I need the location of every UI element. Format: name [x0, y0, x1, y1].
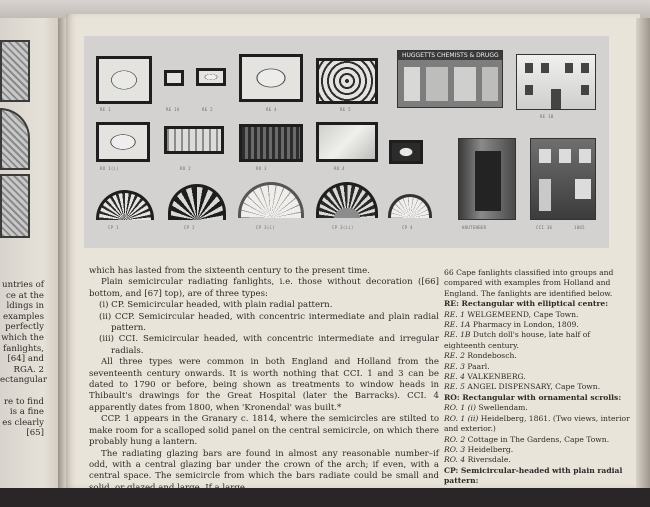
figure-caption-label: CP 2 [184, 225, 195, 230]
caption-entry [444, 362, 630, 372]
figure-caption-label: RE 1B [540, 114, 554, 119]
caption-entry-text: Cottage in The Gardens, Cape Town. [465, 434, 610, 444]
fanlight-re2 [196, 68, 226, 86]
caption-entry-code: RE. 1 [444, 309, 465, 319]
fanlight-plate [84, 36, 609, 248]
figure-caption-label: RE 5 [340, 107, 351, 112]
left-page-line: untries of [2, 280, 44, 290]
fanlight-ro2 [164, 126, 224, 154]
left-page-line: examples [3, 311, 44, 322]
caption-entry-code: CP. 1 [444, 486, 464, 496]
caption-entry-text: Dutch doll's house, late half of eighteenth century. [444, 330, 591, 350]
left-page-line: es clearly [2, 417, 44, 428]
caption-entry-text: Paarl. [464, 361, 490, 371]
caption-entry-text: Heidelberg. [465, 444, 514, 454]
caption-entry-text: Swellendam. [475, 403, 528, 413]
caption-entry-code: RO. 1 (i) [444, 403, 476, 413]
left-page-line: is a fine [9, 407, 44, 418]
fanlight-ro4 [316, 122, 378, 162]
left-page-line: [65] [26, 428, 44, 439]
caption-entry [444, 330, 630, 351]
figure-caption-label: RO 4 [334, 166, 345, 171]
left-page-figure-bottom [0, 174, 30, 238]
left-page-line: ectangular [0, 375, 48, 386]
caption-entry-code: RO. 1 (ii) [444, 413, 479, 423]
caption-list-re [444, 310, 630, 393]
body-paragraph: Plain semicircular radiating fanlights, i.e. those without decoration ([66] bottom, and [67] top), are of three types: [89, 277, 439, 299]
caption-entry-code: RO. 2 [444, 434, 466, 444]
caption-entry-code: RO. 4 [444, 455, 466, 465]
body-paragraph: which has lasted from the sixteenth century to the present time. [89, 266, 370, 276]
figure-caption-label: CP 1 [108, 225, 119, 230]
body-paragraph: CCP. 1 appears in the Granary c. 1814, where the semicircles are stilted to make room for a scalloped solid panel on the central semicircle, on which there probably hung a lantern. [89, 414, 439, 448]
fanlight-re1a [164, 70, 184, 86]
left-page-line: ldings in [6, 301, 44, 312]
fanlight-re4 [239, 54, 303, 102]
caption-intro: 66 Cape fanlights classified into groups and compared with examples from Holland and England. The fanlights are identified below. [444, 268, 614, 298]
figure-caption-label: RE 1 [100, 107, 111, 112]
left-page-line: ce at the [5, 290, 44, 301]
left-page-line: re to find [3, 396, 44, 407]
caption-entry [444, 382, 630, 392]
figure-caption-label: 1865 [574, 225, 585, 230]
left-page-line: perfectly [5, 322, 44, 333]
list-item: (i) CP. Semicircular headed, with plain radial pattern. [99, 300, 333, 311]
figure-caption-label: RO 3 [256, 166, 267, 171]
body-paragraph: The radiating glazing bars are found in almost any reasonable number–if odd, with a central glazing bar under the crown of the arch; if even, with a central space. The semicircle from which the bars radiate could be small and solid, or glazed and large. If a large ... [89, 448, 439, 493]
caption-entry [444, 497, 630, 507]
caption-entry [444, 351, 630, 361]
fanlight-cp1 [96, 190, 154, 220]
body-text [89, 266, 439, 494]
caption-entry-code: CP. 2 [444, 496, 464, 506]
caption-entry [444, 320, 630, 330]
caption-entry-text: VALKENBERG. [464, 372, 526, 382]
townhouse-photo [530, 138, 596, 220]
figure-caption-label: RO 1(i) [100, 166, 119, 171]
caption-entry-text: Rondebosch. [464, 351, 517, 361]
figure-caption-label: RE 1A [166, 107, 180, 112]
caption-entry [444, 455, 630, 465]
left-page-figure-middle [0, 108, 30, 170]
caption-entry-code: RO. 3 [444, 444, 466, 454]
figure-caption-label: CP 3(ii) [332, 225, 354, 230]
caption-entry-code: RE. 5 [444, 382, 465, 392]
left-page-line: fanlights, [3, 343, 44, 354]
caption-entry [444, 487, 630, 497]
caption-entry-text: Pharmacy in London, 1809. [470, 320, 579, 330]
caption-list-cp [444, 487, 630, 507]
left-page-line: RGA. 2 [13, 364, 44, 375]
list-item: (iii) CCI. Semicircular headed, with concentric intermediate and irregular radials. [99, 334, 439, 356]
list-item: (ii) CCP. Semicircular headed, with concentric intermediate and plain radial pattern. [99, 311, 439, 334]
caption-entry [444, 403, 630, 413]
caption-group-heading: RE: Rectangular with elliptical centre: [444, 299, 609, 309]
fanlight-ro5 [389, 140, 423, 164]
caption-group-heading: RO: Rectangular with ornamental scrolls: [444, 392, 622, 402]
figure-caption [444, 268, 630, 507]
caption-entry-text: Heidelberg, 1861. (Two views, interior and exterior.) [444, 413, 630, 434]
caption-entry [444, 445, 630, 455]
caption-entry-code: RE. 3 [444, 361, 465, 371]
left-page-line: which the [1, 332, 44, 343]
shop-sign: HUGGETTS CHEMISTS & DRUGG [402, 52, 499, 59]
fanlight-ro3 [239, 124, 303, 162]
left-page-text [0, 280, 48, 439]
figure-caption-label: CP 4 [402, 225, 413, 230]
caption-entry [444, 414, 630, 435]
caption-entry-text: Riversdale. [465, 455, 511, 465]
figure-caption-label: CCI 36 [536, 225, 553, 230]
caption-entry-code: RE. 1A [444, 320, 471, 330]
fanlight-cp4 [388, 194, 432, 218]
caption-list-ro [444, 403, 630, 465]
fanlight-re5 [316, 58, 378, 104]
fanlight-cp3i [238, 182, 304, 218]
figure-caption-label: RE 2 [202, 107, 213, 112]
fanlight-cp2 [168, 184, 226, 220]
caption-entry [444, 310, 630, 320]
left-page-line: [64] and [7, 354, 44, 365]
figure-caption-label: RO 2 [180, 166, 191, 171]
caption-entry-code: RE. 2 [444, 351, 465, 361]
caption-entry-text: Malay Quarter, Cape Town. [464, 496, 572, 506]
fanlight-re1 [96, 56, 152, 104]
figure-caption-label: CP 3(i) [256, 225, 275, 230]
left-page-line [0, 386, 44, 397]
door-photo [458, 138, 516, 220]
caption-entry-text: ANGEL DISPENSARY, Cape Town. [464, 382, 601, 392]
caption-entry-code: RE. 1B [444, 330, 471, 340]
figure-caption-label: RE 4 [266, 107, 277, 112]
fanlight-cp3ii [316, 182, 378, 218]
figure-caption-label: HOUTENBER [462, 225, 487, 230]
page-edge [636, 18, 650, 488]
caption-entry [444, 372, 630, 382]
caption-entry [444, 435, 630, 445]
body-paragraph: All three types were common in both England and Holland from the seventeenth century onwards. It is worth nothing that CCI. 1 and 3 can be dated to 1790 or before, being shown as treatments to window heads in Thibault's drawings for the Great Hospital (later the Barracks). CCI. 4 apparently dates from 1800, when 'Kronendal' was built.* [89, 357, 439, 413]
caption-entry-code: RE. 4 [444, 372, 465, 382]
caption-entry-text: Warehouse in Bree Street. [464, 486, 569, 496]
left-page-figure-top [0, 40, 30, 102]
fanlight-ro1i [96, 122, 150, 162]
caption-entry-text: WELGEMEEND, Cape Town. [464, 309, 579, 319]
caption-group-heading: CP: Semicircular-headed with plain radial pattern: [444, 465, 623, 486]
dolls-house-photo [516, 54, 596, 110]
